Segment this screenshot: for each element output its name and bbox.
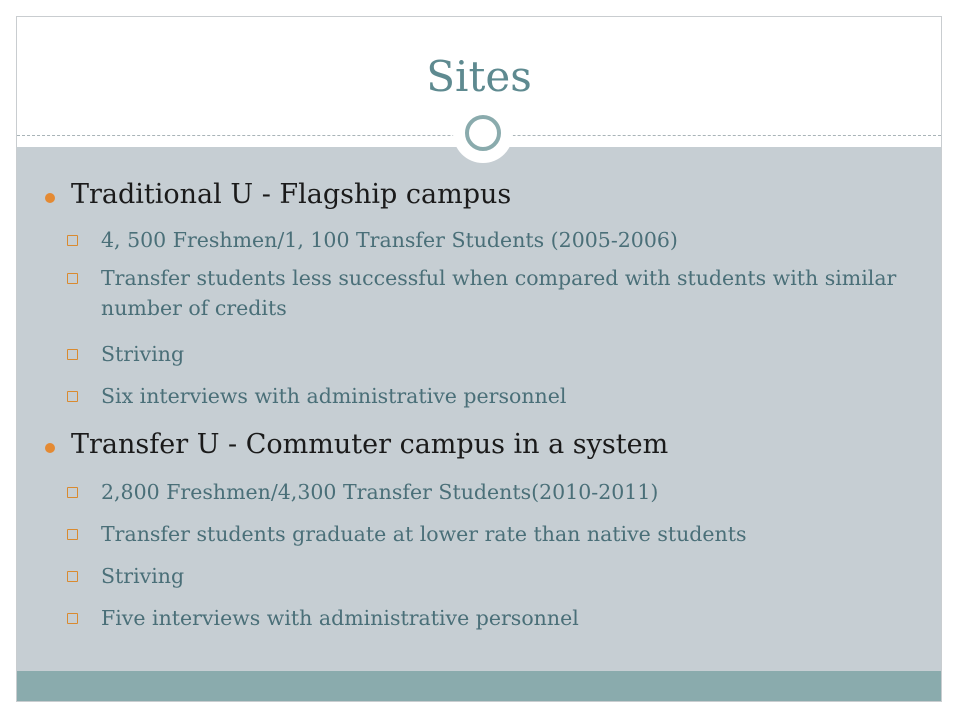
bullet-dot-icon bbox=[45, 443, 55, 453]
square-bullet-icon bbox=[67, 529, 78, 540]
square-bullet-icon bbox=[67, 273, 78, 284]
square-bullet-icon bbox=[67, 571, 78, 582]
ring-inner bbox=[465, 115, 501, 151]
slide bbox=[16, 16, 942, 702]
square-bullet-icon bbox=[67, 391, 78, 402]
content-area: Traditional U - Flagship campus 4, 500 Freshmen/1, 100 Transfer Students (2005-2006) Transfer students less successful when compared with students with similar number of credits Striving Six interviews with administrative personnel Transfer U - Commuter campus in a system 2,800 Freshmen/4,300 Transfer Students(2010-2011) Transfer students graduate at lower rate than native students Striving Five interviews with administrative personnel bbox=[17, 147, 941, 671]
square-bullet-icon bbox=[67, 487, 78, 498]
square-bullet-icon bbox=[67, 349, 78, 360]
footer-bar bbox=[17, 671, 941, 702]
slide-title: Sites bbox=[426, 51, 532, 101]
bullet-dot-icon bbox=[45, 193, 55, 203]
square-bullet-icon bbox=[67, 613, 78, 624]
square-bullet-icon bbox=[67, 235, 78, 246]
ring-ornament-icon bbox=[453, 103, 513, 163]
